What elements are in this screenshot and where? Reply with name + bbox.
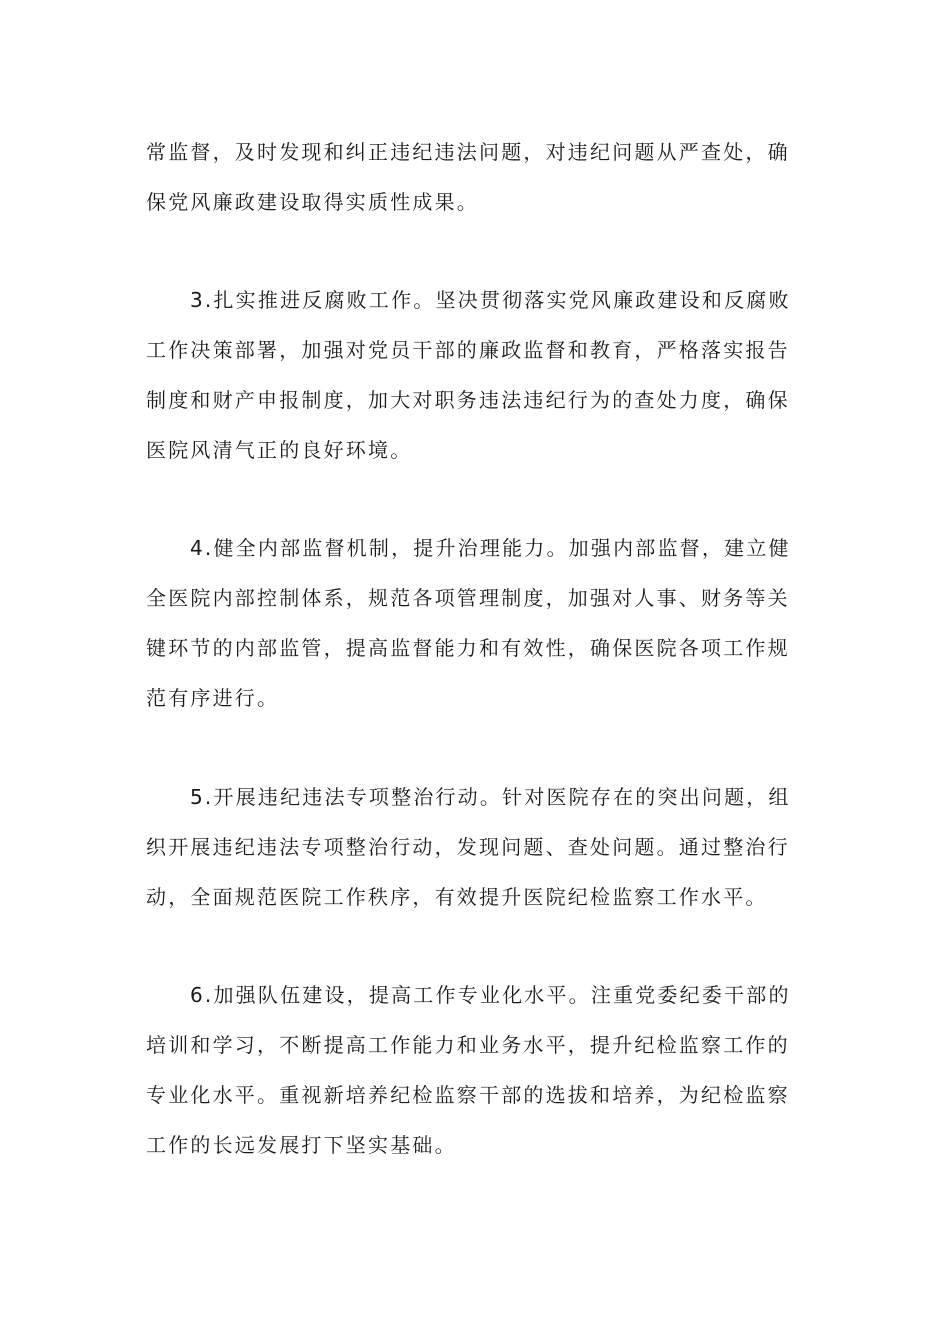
paragraph-line: 范有序进行。 <box>146 686 280 710</box>
paragraph-line: 5.开展违纪违法专项整治行动。针对医院存在的突出问题，组 <box>190 785 791 809</box>
paragraph-line: 6.加强队伍建设，提高工作专业化水平。注重党委纪委干部的 <box>190 983 791 1007</box>
paragraph-line: 键环节的内部监管，提高监督能力和有效性，确保医院各项工作规 <box>146 636 790 660</box>
paragraph-line: 常监督，及时发现和纠正违纪违法问题，对违纪问题从严查处，确 <box>146 140 790 164</box>
paragraph-line: 全医院内部控制体系，规范各项管理制度，加强对人事、财务等关 <box>146 586 790 610</box>
paragraph-line: 织开展违纪违法专项整治行动，发现问题、查处问题。通过整治行 <box>146 835 790 859</box>
paragraph-line: 培训和学习，不断提高工作能力和业务水平，提升纪检监察工作的 <box>146 1033 790 1057</box>
paragraph-line: 工作决策部署，加强对党员干部的廉政监督和教育，严格落实报告 <box>146 338 790 362</box>
paragraph-line: 专业化水平。重视新培养纪检监察干部的选拔和培养，为纪检监察 <box>146 1083 790 1107</box>
paragraph-line: 4.健全内部监督机制，提升治理能力。加强内部监督，建立健 <box>190 536 791 560</box>
paragraph-line: 3.扎实推进反腐败工作。坚决贯彻落实党风廉政建设和反腐败 <box>190 288 791 312</box>
paragraph-line: 制度和财产申报制度，加大对职务违法违纪行为的查处力度，确保 <box>146 388 790 412</box>
paragraph-line: 工作的长远发展打下坚实基础。 <box>146 1133 457 1157</box>
paragraph-line: 医院风清气正的良好环境。 <box>146 438 413 462</box>
paragraph-line: 动，全面规范医院工作秩序，有效提升医院纪检监察工作水平。 <box>146 885 768 909</box>
paragraph-line: 保党风廉政建设取得实质性成果。 <box>146 190 479 214</box>
